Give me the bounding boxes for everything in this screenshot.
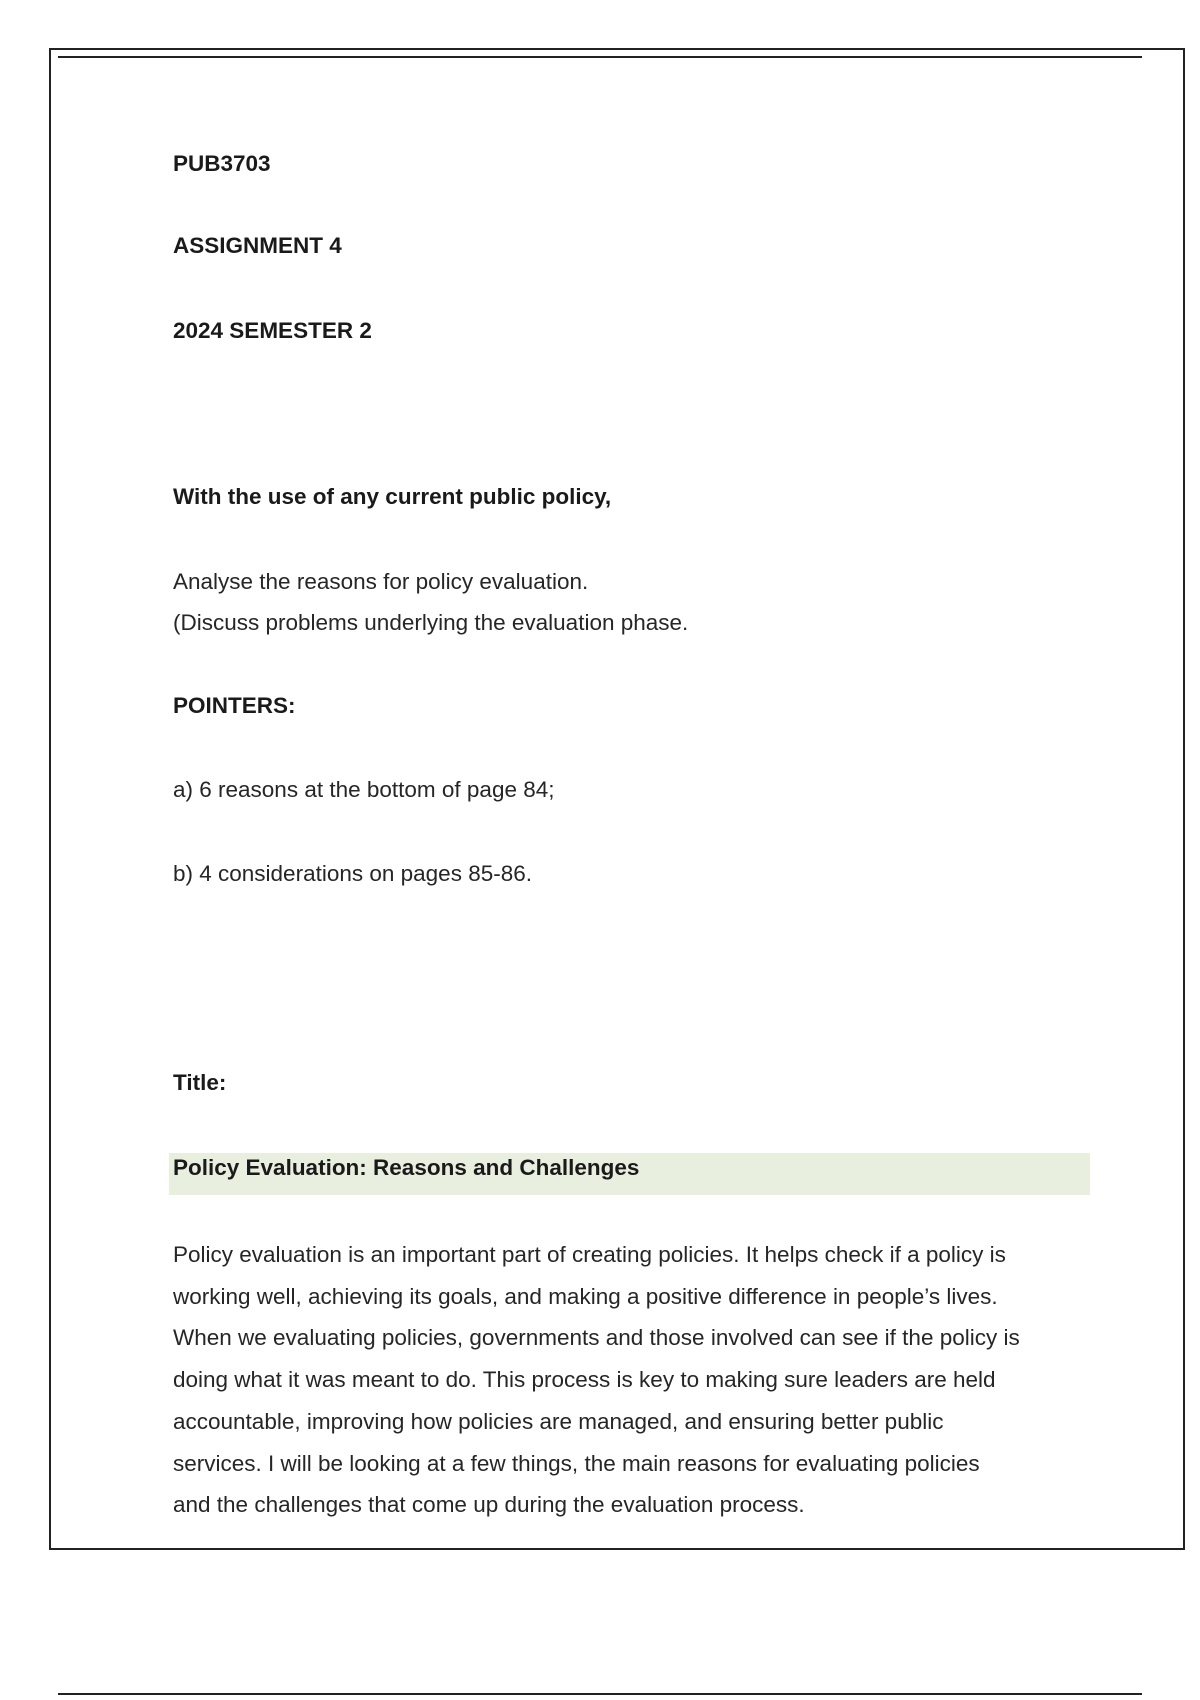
pointer-item: b) 4 considerations on pages 85-86. [173,861,532,886]
pointers-heading: POINTERS: [173,693,296,718]
top-rule [58,56,1142,58]
semester: 2024 SEMESTER 2 [173,318,372,343]
paragraph-line: services. I will be looking at a few things, the main reasons for evaluating policies [173,1450,980,1476]
paragraph-line: Policy evaluation is an important part of creating policies. It helps check if a policy is [173,1242,1006,1267]
assignment-number: ASSIGNMENT 4 [173,233,342,258]
course-code: PUB3703 [173,151,271,176]
question-lead: With the use of any current public policy, [173,484,612,509]
paragraph-line: accountable, improving how policies are managed, and ensuring better public [173,1408,944,1434]
paragraph-line: doing what it was meant to do. This process is key to making sure leaders are held [173,1367,996,1393]
paragraph-line: and the challenges that come up during the evaluation process. [173,1492,805,1518]
title-label: Title: [173,1070,227,1095]
introduction-paragraph [173,1234,1093,1526]
bottom-rule [58,1693,1142,1695]
pointer-item: a) 6 reasons at the bottom of page 84; [173,777,555,802]
question-task-line-2: (Discuss problems underlying the evaluation phase. [173,610,689,635]
document-title: Policy Evaluation: Reasons and Challenges [173,1155,640,1180]
paragraph-line: When we evaluating policies, governments and those involved can see if the policy is [173,1325,1020,1351]
paragraph-line: working well, achieving its goals, and making a positive difference in people’s lives. [173,1283,998,1309]
question-task-line-1: Analyse the reasons for policy evaluation. [173,569,589,594]
